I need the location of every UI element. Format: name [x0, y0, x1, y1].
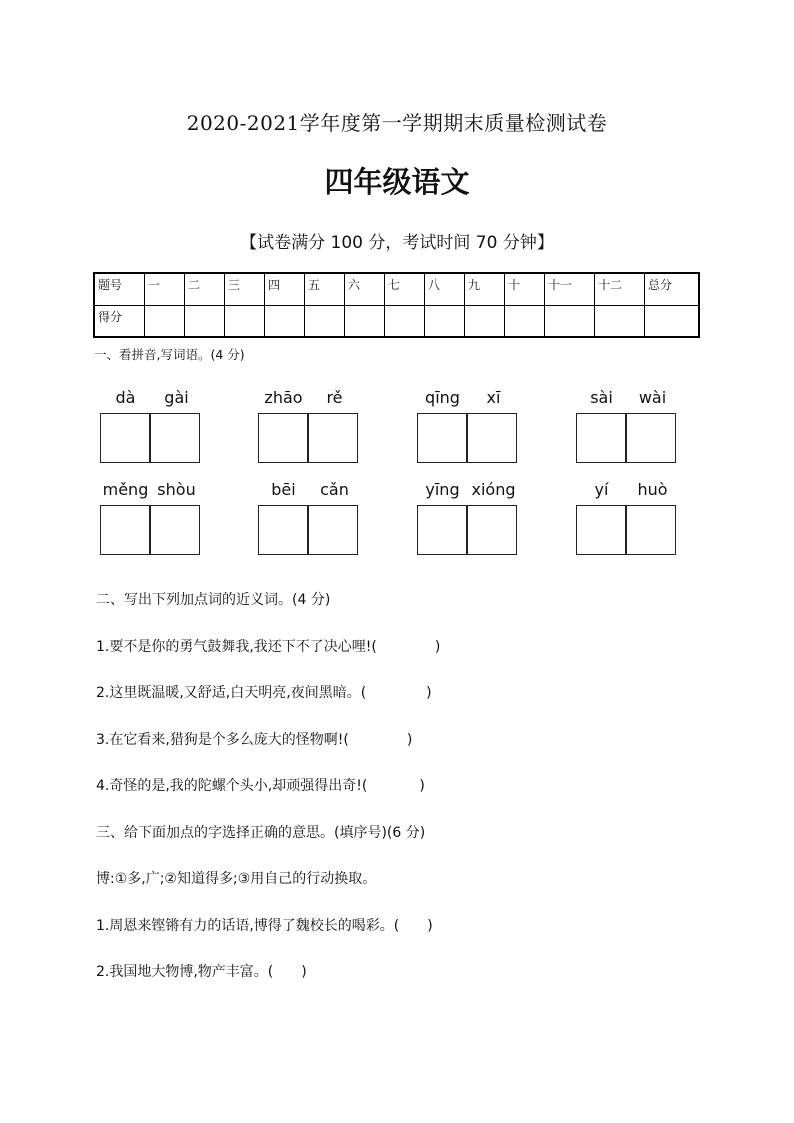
character-box[interactable] — [467, 413, 517, 463]
score-header-cell: 八 — [425, 273, 465, 305]
question-text: 要不是你的勇气鼓舞我,我还下不了决心哩!( — [109, 639, 377, 655]
score-header-cell: 三 — [225, 273, 265, 305]
close-paren: ) — [301, 964, 307, 980]
pinyin-group — [417, 480, 519, 556]
question-item — [96, 915, 433, 935]
subject-title: 四年级语文 — [324, 165, 470, 199]
character-box[interactable] — [308, 505, 358, 555]
score-cell[interactable] — [345, 305, 385, 337]
score-header-cell: 二 — [185, 273, 225, 305]
question-item — [96, 961, 307, 981]
pinyin-group — [258, 480, 360, 556]
question-text: 在它看来,猎狗是个多么庞大的怪物啊!( — [109, 732, 349, 748]
question-number: 2. — [96, 964, 110, 980]
score-header-cell: 七 — [385, 273, 425, 305]
character-box[interactable] — [417, 413, 467, 463]
pinyin-label: xióng — [471, 480, 516, 499]
question-text: 这里既温暖,又舒适,白天明亮,夜间黑暗。( — [109, 685, 367, 701]
question-text: 我国地大物博,物产丰富。( — [109, 964, 274, 980]
close-paren: ) — [426, 685, 432, 701]
score-cell[interactable] — [185, 305, 225, 337]
score-cell[interactable] — [645, 305, 700, 337]
question-item — [96, 636, 440, 656]
pinyin-label: yí — [594, 480, 609, 499]
question-number: 1. — [96, 918, 110, 934]
question-item — [96, 729, 412, 749]
pinyin-label: qīng — [425, 388, 460, 407]
character-box[interactable] — [100, 505, 150, 555]
pinyin-label: huò — [637, 480, 668, 499]
character-box[interactable] — [258, 413, 308, 463]
character-box[interactable] — [626, 413, 676, 463]
question-item — [96, 682, 432, 702]
score-cell[interactable] — [225, 305, 265, 337]
score-header-cell: 十二 — [595, 273, 645, 305]
character-box[interactable] — [308, 413, 358, 463]
score-cell[interactable] — [425, 305, 465, 337]
score-cell[interactable] — [145, 305, 185, 337]
exam-info: 【试卷满分 100 分，考试时间 70 分钟】 — [240, 233, 554, 253]
character-box[interactable] — [576, 505, 626, 555]
pinyin-label: wài — [638, 388, 667, 407]
close-paren: ) — [434, 639, 441, 655]
pinyin-label: gài — [164, 388, 189, 407]
score-cell[interactable] — [545, 305, 595, 337]
score-table-score-row — [94, 305, 699, 337]
pinyin-group — [100, 388, 202, 464]
score-cell[interactable] — [265, 305, 305, 337]
question-text: 奇怪的是,我的陀螺个头小,却顽强得出奇!( — [109, 778, 368, 794]
score-header-cell: 九 — [465, 273, 505, 305]
score-header-cell: 四 — [265, 273, 305, 305]
score-table-header-row — [94, 273, 699, 305]
score-cell[interactable] — [385, 305, 425, 337]
pinyin-group — [417, 388, 519, 464]
score-header-cell: 总分 — [645, 273, 700, 305]
score-cell[interactable] — [505, 305, 545, 337]
score-row-label: 得分 — [94, 305, 145, 337]
character-box[interactable] — [100, 413, 150, 463]
question-item — [96, 775, 425, 795]
section2-heading: 二、写出下列加点词的近义词。(4 分) — [96, 592, 331, 608]
score-header-cell: 五 — [305, 273, 345, 305]
score-header-cell: 六 — [345, 273, 385, 305]
pinyin-label: bēi — [271, 480, 296, 499]
question-number: 2. — [96, 685, 110, 701]
question-number: 3. — [96, 732, 110, 748]
score-header-cell: 十 — [505, 273, 545, 305]
pinyin-group — [576, 388, 678, 464]
character-box[interactable] — [626, 505, 676, 555]
character-box[interactable] — [417, 505, 467, 555]
character-box[interactable] — [467, 505, 517, 555]
score-table — [93, 272, 700, 338]
score-cell[interactable] — [595, 305, 645, 337]
section1-heading: 一、看拼音,写词语。(4 分) — [94, 347, 245, 362]
pinyin-label: shòu — [157, 480, 196, 499]
pinyin-label: sài — [590, 388, 613, 407]
pinyin-group — [100, 480, 202, 556]
close-paren: ) — [427, 918, 433, 934]
score-cell[interactable] — [305, 305, 345, 337]
character-box[interactable] — [150, 413, 200, 463]
pinyin-label: yīng — [425, 480, 460, 499]
character-box[interactable] — [576, 413, 626, 463]
score-header-cell: 题号 — [94, 273, 145, 305]
pinyin-label: xī — [486, 388, 501, 407]
close-paren: ) — [419, 778, 425, 794]
pinyin-label: dà — [115, 388, 136, 407]
character-box[interactable] — [150, 505, 200, 555]
pinyin-label: rě — [326, 388, 343, 407]
pinyin-label: cǎn — [320, 480, 349, 499]
score-cell[interactable] — [465, 305, 505, 337]
close-paren: ) — [406, 732, 413, 748]
question-text: 周恩来铿锵有力的话语,博得了魏校长的喝彩。( — [109, 918, 400, 934]
pinyin-group — [576, 480, 678, 556]
question-number: 1. — [96, 639, 110, 655]
pinyin-label: měng — [102, 480, 149, 499]
character-box[interactable] — [258, 505, 308, 555]
pinyin-label: zhāo — [264, 388, 303, 407]
question-number: 4. — [96, 778, 110, 794]
exam-title: 2020-2021学年度第一学期期末质量检测试卷 — [186, 111, 608, 135]
score-header-cell: 十一 — [545, 273, 595, 305]
section3-heading: 三、给下面加点的字选择正确的意思。(填序号)(6 分) — [96, 825, 426, 841]
score-header-cell: 一 — [145, 273, 185, 305]
pinyin-group — [258, 388, 360, 464]
definition-line: 博:①多,广;②知道得多;③用自己的行动换取。 — [96, 871, 377, 887]
